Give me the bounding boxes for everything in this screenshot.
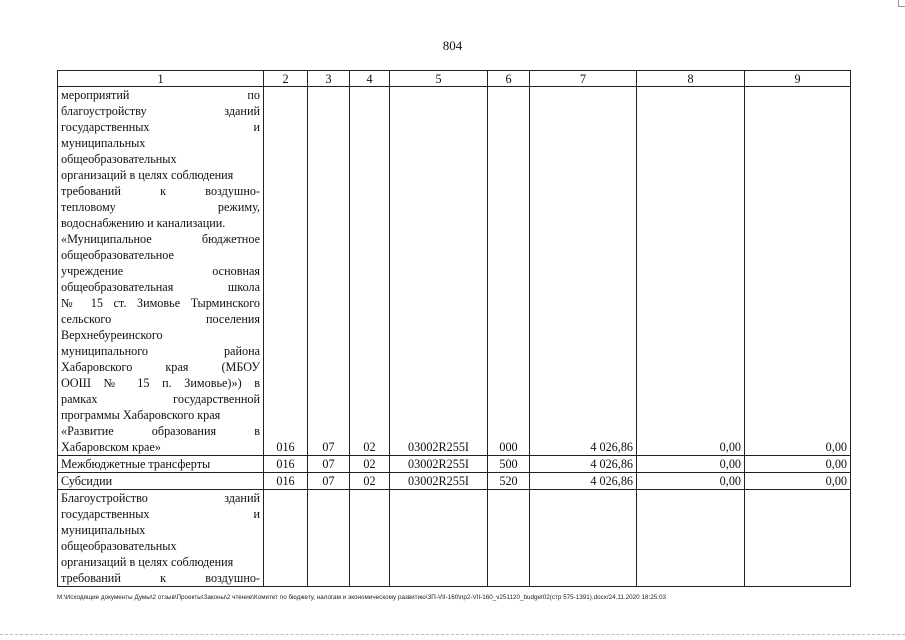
cell-amount: 0,00 (637, 456, 745, 473)
desc-line: Верхнебуреинского (61, 328, 163, 342)
cell-amount: 0,00 (637, 473, 745, 490)
header-col-1: 1 (58, 71, 264, 87)
header-col-4: 4 (350, 71, 390, 87)
cell-amount: 4 026,86 (530, 456, 637, 473)
desc-line: учреждение основная (61, 264, 260, 278)
desc-line: благоустройству зданий (61, 104, 260, 118)
header-col-6: 6 (488, 71, 530, 87)
header-col-8: 8 (637, 71, 745, 87)
page-corner-mark (898, 0, 905, 7)
desc-line: общеобразовательное (61, 248, 174, 262)
desc-line: Благоустройство зданий (61, 491, 260, 505)
cell-target-article: 03002R255I (390, 473, 488, 490)
cell-subsection: 02 (350, 456, 390, 473)
desc-line: водоснабжению и канализации. (61, 216, 226, 230)
empty-cell (530, 490, 637, 587)
desc-line: мероприятий по (61, 88, 260, 102)
header-col-5: 5 (390, 71, 488, 87)
row-description: Субсидии (58, 473, 264, 490)
row-description (58, 87, 264, 456)
table-row (58, 456, 851, 473)
desc-line: общеобразовательных (61, 539, 177, 553)
desc-line: организаций в целях соблюдения (61, 168, 234, 182)
header-col-9: 9 (745, 71, 851, 87)
cell-amount: 0,00 (745, 87, 851, 456)
table-row (58, 490, 851, 587)
cell-section: 07 (308, 87, 350, 456)
cell-target-article: 03002R255I (390, 456, 488, 473)
cell-section: 07 (308, 473, 350, 490)
header-col-7: 7 (530, 71, 637, 87)
empty-cell (637, 490, 745, 587)
cell-subsection: 02 (350, 87, 390, 456)
desc-line: рамках государственной (61, 392, 260, 406)
row-description: Межбюджетные трансферты (58, 456, 264, 473)
desc-line: «Развитие образования в (61, 424, 260, 438)
table-row (58, 87, 851, 456)
desc-line: государственных и (61, 507, 260, 521)
cell-amount: 0,00 (745, 456, 851, 473)
cell-amount: 0,00 (745, 473, 851, 490)
desc-line: муниципальных (61, 523, 146, 537)
desc-line: программы Хабаровского края (61, 408, 221, 422)
cell-section: 07 (308, 456, 350, 473)
desc-line: муниципальных (61, 136, 146, 150)
desc-line: тепловому режиму, (61, 200, 260, 214)
budget-table (57, 70, 851, 587)
desc-line: муниципального района (61, 344, 260, 358)
cell-amount: 4 026,86 (530, 473, 637, 490)
desc-line: общеобразовательная школа (61, 280, 260, 294)
desc-line: ООШ № 15 п. Зимовье)») в (61, 376, 260, 390)
empty-cell (350, 490, 390, 587)
desc-line: государственных и (61, 120, 260, 134)
cell-expense-type: 000 (488, 87, 530, 456)
empty-cell (488, 490, 530, 587)
empty-cell (745, 490, 851, 587)
desc-line: Хабаровском крае» (61, 440, 161, 454)
desc-line: № 15 ст. Зимовье Тырминского (61, 296, 260, 310)
cell-amount: 4 026,86 (530, 87, 637, 456)
desc-line: сельского поселения (61, 312, 260, 326)
cell-amount: 0,00 (637, 87, 745, 456)
desc-line: Хабаровского края (МБОУ (61, 360, 260, 374)
table-row (58, 473, 851, 490)
file-path-footer: M:\Исходящие документы Думы\2 отзыв\Проекты\Законы\2 чтение\Комитет по бюджету, налогам и экономическому развитию\ЗП-VII-160\пр2-VII-160_v251120_budget02(стр 575-1391).docx/24.11.2020 18:25:03 (57, 594, 666, 601)
page-bottom-rule (0, 634, 905, 635)
empty-cell (390, 490, 488, 587)
desc-line: требований к воздушно- (61, 184, 260, 198)
desc-line: требований к воздушно- (61, 571, 260, 585)
cell-subsection: 02 (350, 473, 390, 490)
cell-ministry-code: 016 (264, 87, 308, 456)
empty-cell (264, 490, 308, 587)
row-description (58, 490, 264, 587)
cell-ministry-code: 016 (264, 473, 308, 490)
desc-line: организаций в целях соблюдения (61, 555, 234, 569)
cell-target-article: 03002R255I (390, 87, 488, 456)
cell-expense-type: 520 (488, 473, 530, 490)
cell-expense-type: 500 (488, 456, 530, 473)
page-number: 804 (442, 38, 463, 53)
empty-cell (308, 490, 350, 587)
header-col-2: 2 (264, 71, 308, 87)
desc-line: общеобразовательных (61, 152, 177, 166)
header-col-3: 3 (308, 71, 350, 87)
desc-line: «Муниципальное бюджетное (61, 232, 260, 246)
cell-ministry-code: 016 (264, 456, 308, 473)
header-row (58, 71, 851, 87)
